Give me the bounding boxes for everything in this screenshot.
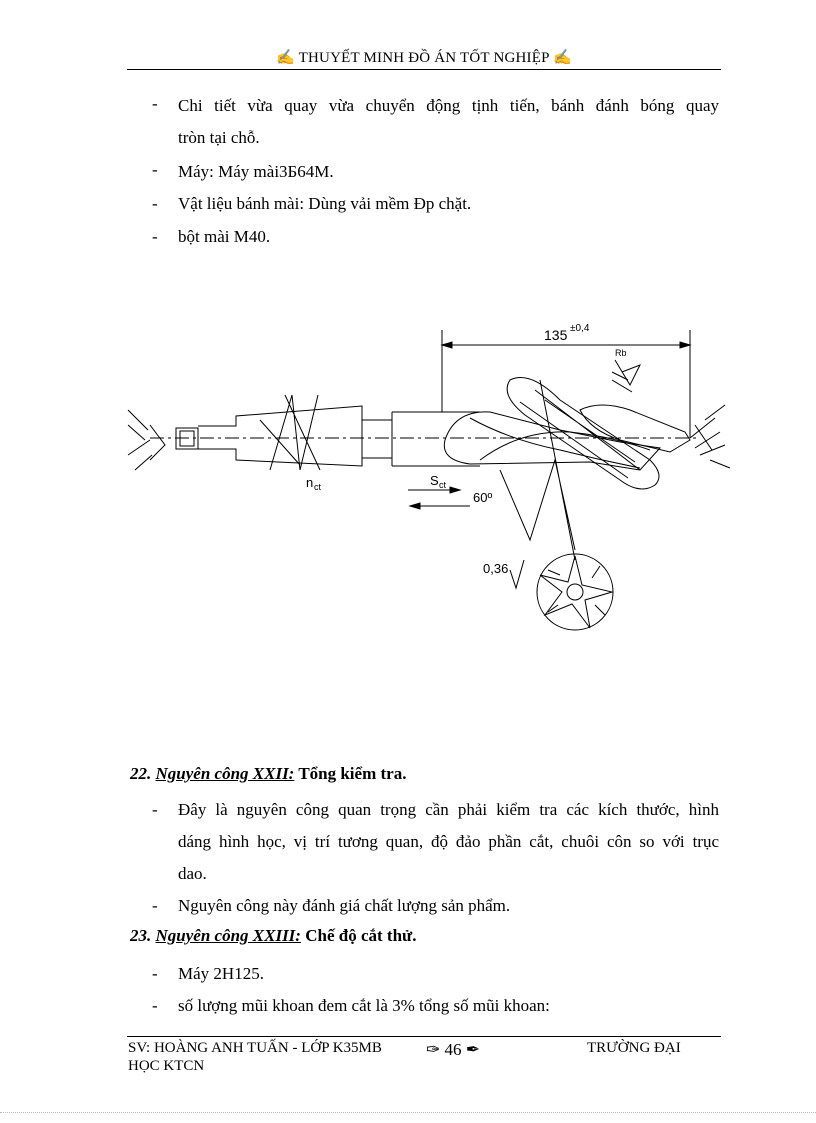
list-item-line: Chi tiết vừa quay vừa chuyển động tịnh tiến, bánh đánh bóng quay [178, 96, 719, 115]
footer-page-number [426, 1040, 480, 1060]
roughness-mark [615, 360, 640, 385]
list-bullet: - [152, 964, 158, 983]
left-support [128, 410, 165, 470]
roughness-value: 0,36 [483, 561, 509, 576]
right-support [690, 405, 730, 468]
list-item-line: tròn tại chỗ. [178, 128, 260, 147]
list-item-line: dao. [178, 864, 207, 883]
feed-label: S [430, 473, 439, 488]
feed-subscript: ct [439, 480, 447, 490]
header-title: THUYẾT MINH ĐỒ ÁN TỐT NGHIỆP [298, 50, 550, 66]
section-number: 23. [130, 926, 152, 945]
list-item: bột mài M40. [178, 227, 271, 246]
section-title: Nguyên công XXIII: [155, 926, 301, 945]
list-item: Máy 2H125. [178, 964, 264, 983]
speed-label: n [306, 475, 314, 490]
list-bullet: - [152, 800, 158, 819]
header-hand-icon-right: ✍ [553, 50, 572, 66]
footer-school: TRƯỜNG ĐẠI [587, 1040, 681, 1056]
drill-body [392, 412, 480, 466]
list-bullet: - [152, 160, 158, 179]
list-bullet: - [152, 896, 158, 915]
list-item-line: Đây là nguyên công quan trọng cần phải kiểm tra các kích thước, hình [178, 800, 719, 819]
rotation-mark [260, 395, 320, 470]
list-bullet: - [152, 227, 158, 246]
section-subtitle: Tổng kiểm tra. [298, 764, 407, 783]
speed-subscript: ct [314, 482, 322, 492]
section-title: Nguyên công XXII: [155, 764, 295, 783]
section-subtitle: Chế độ cắt thử. [305, 926, 417, 945]
roughness-label: Rb [615, 348, 627, 358]
list-item: Nguyên công này đánh giá chất lượng sản phẩm. [178, 896, 511, 915]
header-hand-icon: ✍ [276, 50, 295, 66]
page-deco-icon-right: ✒ [465, 1040, 480, 1059]
list-item-line: dáng hình học, vị trí tương quan, độ đảo phần cắt, chuôi côn so với trục [178, 832, 719, 851]
section-23-heading [130, 926, 416, 946]
roughness-symbol [510, 560, 524, 588]
cross-section-star [540, 556, 612, 628]
section-leader [500, 380, 575, 560]
footer-school-cont: HỌC KTCN [128, 1058, 205, 1074]
list-item: Máy: Máy mài3Б64M. [178, 162, 334, 181]
list-item: số lượng mũi khoan đem cắt là 3% tổng số mũi khoan: [178, 996, 550, 1015]
neck [362, 420, 392, 458]
page-edge [0, 1112, 816, 1113]
section-22-heading [130, 764, 406, 784]
list-bullet: - [152, 194, 158, 213]
page-number: 46 [444, 1040, 462, 1059]
angle-label: 60º [473, 490, 493, 505]
footer-student: SV: HOÀNG ANH TUẤN - LỚP K35MB [128, 1040, 382, 1056]
list-item: Vật liệu bánh mài: Dùng vải mềm Ðp chặt. [178, 194, 472, 213]
dim-value: 135 [544, 327, 568, 343]
cross-section-circle [537, 554, 613, 630]
list-bullet: - [152, 94, 158, 113]
page-deco-icon: ✑ [426, 1040, 441, 1059]
section-number: 22. [130, 764, 152, 783]
footer-rule [127, 1036, 721, 1037]
list-bullet: - [152, 996, 158, 1015]
dim-tolerance: ±0,4 [570, 323, 590, 334]
